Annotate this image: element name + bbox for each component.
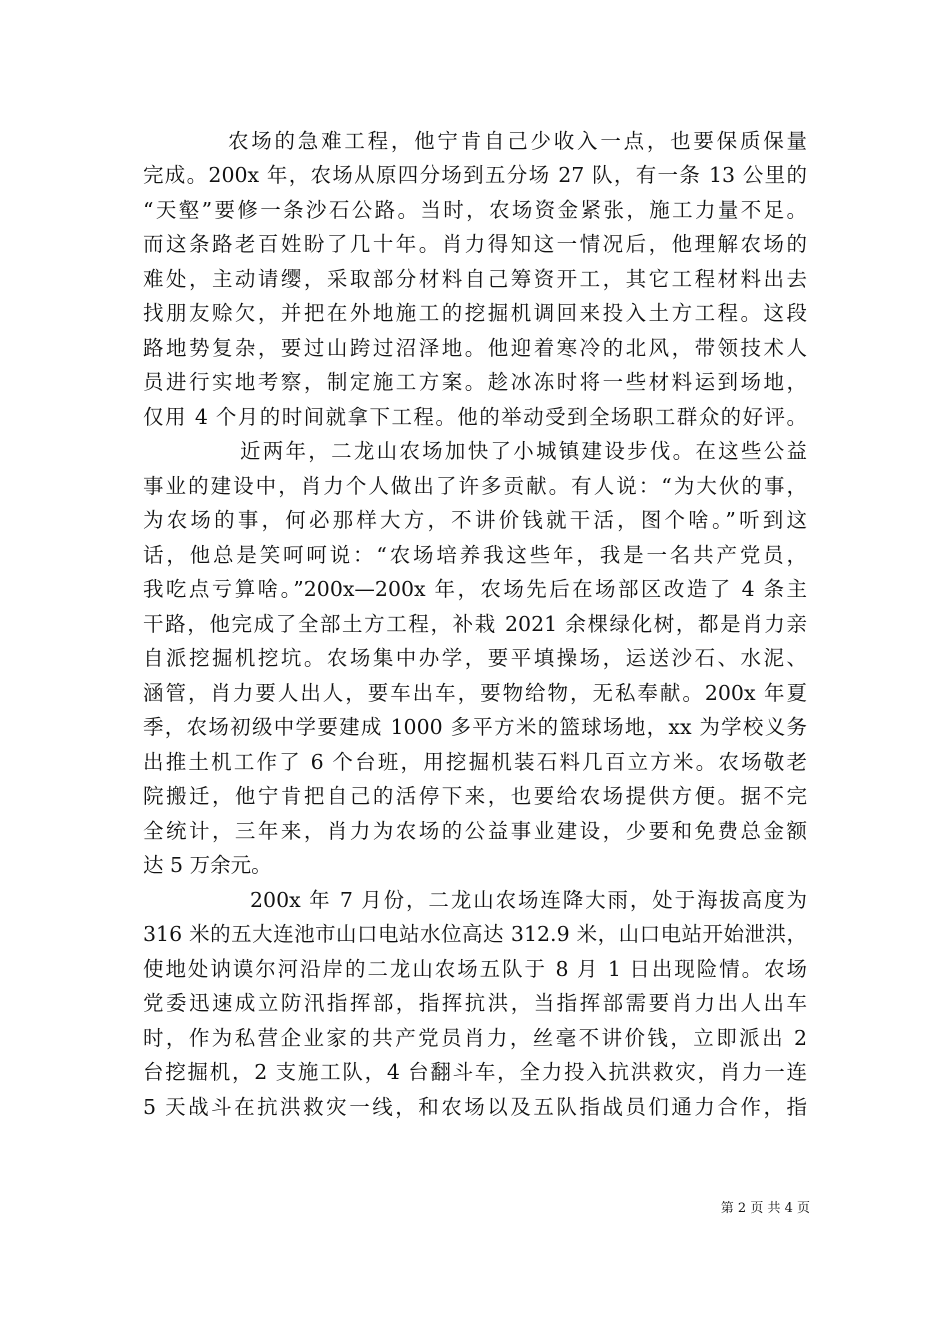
text-line: 近两年，二龙山农场加快了小城镇建设步伐。在这些公益 [240, 439, 807, 463]
text-line: 时，作为私营企业家的共产党员肖力，丝毫不讲价钱，立即派出 2 [143, 1026, 807, 1050]
text-line: 5 天战斗在抗洪救灾一线，和农场以及五队指战员们通力合作，指 [143, 1095, 807, 1119]
text-line: 员进行实地考察，制定施工方案。趁冰冻时将一些材料运到场地， [143, 370, 807, 394]
text-line: 出推土机工作了 6 个台班，用挖掘机装石料几百立方米。农场敬老 [143, 750, 807, 774]
text-line: 涵管，肖力要人出人，要车出车，要物给物，无私奉献。200x 年夏 [143, 681, 807, 705]
text-line: 我吃点亏算啥。”200x—200x 年，农场先后在场部区改造了 4 条主 [143, 577, 807, 601]
text-line: 全统计，三年来，肖力为农场的公益事业建设，少要和免费总金额 [143, 819, 807, 843]
text-line: 316 米的五大连池市山口电站水位高达 312.9 米，山口电站开始泄洪， [143, 922, 807, 946]
text-line: 台挖掘机，2 支施工队，4 台翻斗车，全力投入抗洪救灾，肖力一连 [143, 1060, 807, 1084]
text-line: 而这条路老百姓盼了几十年。肖力得知这一情况后，他理解农场的 [143, 232, 807, 256]
text-line: 院搬迁，他宁肯把自己的活停下来，也要给农场提供方便。据不完 [143, 784, 807, 808]
text-line: “天壑”要修一条沙石公路。当时，农场资金紧张，施工力量不足。 [143, 198, 807, 222]
text-line: 完成。200x 年，农场从原四分场到五分场 27 队，有一条 13 公里的 [143, 163, 807, 187]
text-line: 自派挖掘机挖坑。农场集中办学，要平填操场，运送沙石、水泥、 [143, 646, 807, 670]
text-line: 党委迅速成立防汛指挥部，指挥抗洪，当指挥部需要肖力出人出车 [143, 991, 807, 1015]
text-line: 干路，他完成了全部土方工程，补栽 2021 余棵绿化树，都是肖力亲 [143, 612, 807, 636]
text-line: 农场的急难工程，他宁肯自己少收入一点，也要保质保量 [228, 129, 807, 153]
page-footer: 第 2 页 共 4 页 [720, 1201, 810, 1216]
text-line: 使地处讷谟尔河沿岸的二龙山农场五队于 8 月 1 日出现险情。农场 [143, 957, 807, 981]
text-line: 200x 年 7 月份，二龙山农场连降大雨，处于海拔高度为 [250, 888, 807, 912]
text-line: 季，农场初级中学要建成 1000 多平方米的篮球场地，xx 为学校义务 [143, 715, 807, 739]
text-line: 找朋友赊欠，并把在外地施工的挖掘机调回来投入土方工程。这段 [143, 301, 807, 325]
text-line: 难处，主动请缨，采取部分材料自己筹资开工，其它工程材料出去 [143, 267, 807, 291]
text-line: 话，他总是笑呵呵说：“农场培养我这些年，我是一名共产党员， [143, 543, 807, 567]
text-line: 路地势复杂，要过山跨过沼泽地。他迎着寒冷的北风，带领技术人 [143, 336, 807, 360]
text-line: 达 5 万余元。 [143, 853, 272, 877]
text-line: 事业的建设中，肖力个人做出了许多贡献。有人说：“为大伙的事， [143, 474, 807, 498]
text-line: 仅用 4 个月的时间就拿下工程。他的举动受到全场职工群众的好评。 [143, 405, 807, 429]
text-line: 为农场的事，何必那样大方，不讲价钱就干活，图个啥。”听到这 [143, 508, 807, 532]
